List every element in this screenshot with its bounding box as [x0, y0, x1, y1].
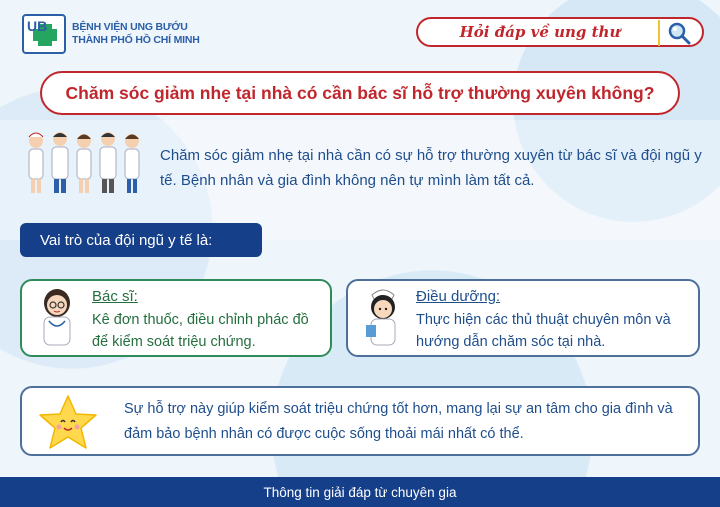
doctor-description: Kê đơn thuốc, điều chỉnh phác đồ để kiểm soát triệu chứng.	[92, 312, 309, 350]
doctor-title: Bác sĩ:	[92, 288, 138, 305]
logo-text	[72, 21, 200, 47]
answer-text: Chăm sóc giảm nhẹ tại nhà cần có sự hỗ trợ thường xuyên từ bác sĩ và đội ngũ y tế. Bệnh nhân và gia đình không nên tự mình làm tất cả.	[160, 147, 702, 189]
nurse-title: Điều dưỡng:	[416, 288, 501, 305]
magnifier-icon	[658, 20, 694, 46]
logo-line-1: BỆNH VIỆN UNG BƯỚU	[72, 21, 188, 33]
footer-text: Thông tin giải đáp từ chuyên gia	[263, 484, 457, 500]
roles-heading-label: Vai trò của đội ngũ y tế là:	[40, 231, 213, 249]
logo-mark-icon: UB	[22, 14, 66, 54]
nurse-description: Thực hiện các thủ thuật chuyên môn và hướng dẫn chăm sóc tại nhà.	[416, 312, 671, 350]
roles-heading	[20, 223, 262, 257]
role-card-doctor	[20, 279, 332, 357]
question-box	[40, 71, 680, 115]
question-text: Chăm sóc giảm nhẹ tại nhà có cần bác sĩ hỗ trợ thường xuyên không?	[65, 82, 655, 103]
medical-team-illustration	[22, 127, 150, 197]
conclusion-text: Sự hỗ trợ này giúp kiểm soát triệu chứng tốt hơn, mang lại sự an tâm cho gia đình và đảm bảo bệnh nhân có được cuộc sống thoải mái nhất có thể.	[124, 401, 673, 442]
conclusion-card	[20, 386, 700, 456]
hospital-logo	[22, 14, 200, 54]
role-card-nurse	[346, 279, 700, 357]
doctor-avatar-icon	[34, 287, 80, 355]
star-icon	[36, 392, 100, 456]
header-badge-label: Hỏi đáp về ung thư	[459, 23, 621, 41]
nurse-avatar-icon	[360, 285, 406, 355]
footer-bar	[0, 477, 720, 507]
header-badge	[416, 17, 704, 47]
logo-line-2: THÀNH PHỐ HỒ CHÍ MINH	[72, 34, 200, 46]
